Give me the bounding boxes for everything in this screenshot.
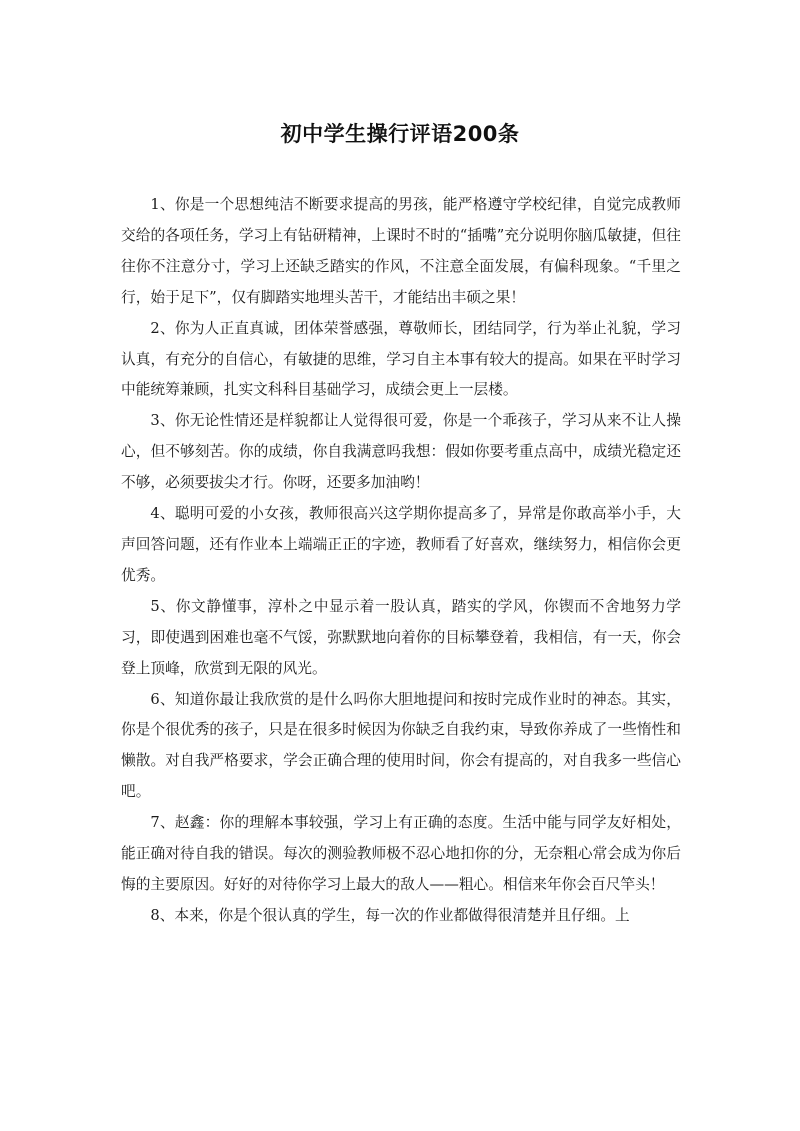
paragraph-1: 1、你是一个思想纯洁不断要求提高的男孩，能严格遵守学校纪律，自觉完成教师交给的各项任务，学习上有钻研精神，上课时不时的“插嘴”充分说明你脑瓜敏捷，但往往你不注意分寸，学习上还缺乏踏实的作风，不注意全面发展，有偏科现象。“千里之行，始于足下”，仅有脚踏实地埋头苦干，才能结出丰硕之果！	[121, 196, 681, 306]
paragraph-5: 5、你文静懂事，淳朴之中显示着一股认真，踏实的学风，你锲而不舍地努力学习，即使遇到困难也毫不气馁，弥默默地向着你的目标攀登着，我相信，有一天，你会登上顶峰，欣赏到无限的风光。	[121, 597, 681, 677]
document-body	[121, 190, 681, 932]
paragraph-3: 3、你无论性情还是样貌都让人觉得很可爱，你是一个乖孩子，学习从来不让人操心，但不够刻苦。你的成绩，你自我满意吗我想：假如你要考重点高中，成绩光稳定还不够，必须要拔尖才行。你呀，还要多加油哟！	[121, 412, 681, 492]
paragraph-2: 2、你为人正直真诚，团体荣誉感强，尊敬师长，团结同学，行为举止礼貌，学习认真，有充分的自信心，有敏捷的思维，学习自主本事有较大的提高。如果在平时学习中能统筹兼顾，扎实文科科目基础学习，成绩会更上一层楼。	[121, 319, 681, 399]
document-title: 初中学生操行评语200条	[280, 122, 520, 146]
paragraph-7: 7、赵鑫：你的理解本事较强，学习上有正确的态度。生活中能与同学友好相处，能正确对待自我的错误。每次的测验教师极不忍心地扣你的分，无奈粗心常会成为你后悔的主要原因。好好的对待你学习上最大的敌人——粗心。相信来年你会百尺竿头！	[121, 814, 681, 893]
paragraph-6: 6、知道你最让我欣赏的是什么吗你大胆地提问和按时完成作业时的神态。其实，你是个很优秀的孩子，只是在很多时候因为你缺乏自我约束，导致你养成了一些惰性和懒散。对自我严格要求，学会正确合理的使用时间，你会有提高的，对自我多一些信心吧。	[121, 690, 681, 801]
paragraph-4: 4、聪明可爱的小女孩，教师很高兴这学期你提高多了，异常是你敢高举小手，大声回答问题，还有作业本上端端正正的字迹，教师看了好喜欢，继续努力，相信你会更优秀。	[121, 505, 681, 584]
paragraph-8: 8、本来，你是个很认真的学生，每一次的作业都做得很清楚并且仔细。上	[150, 906, 630, 924]
